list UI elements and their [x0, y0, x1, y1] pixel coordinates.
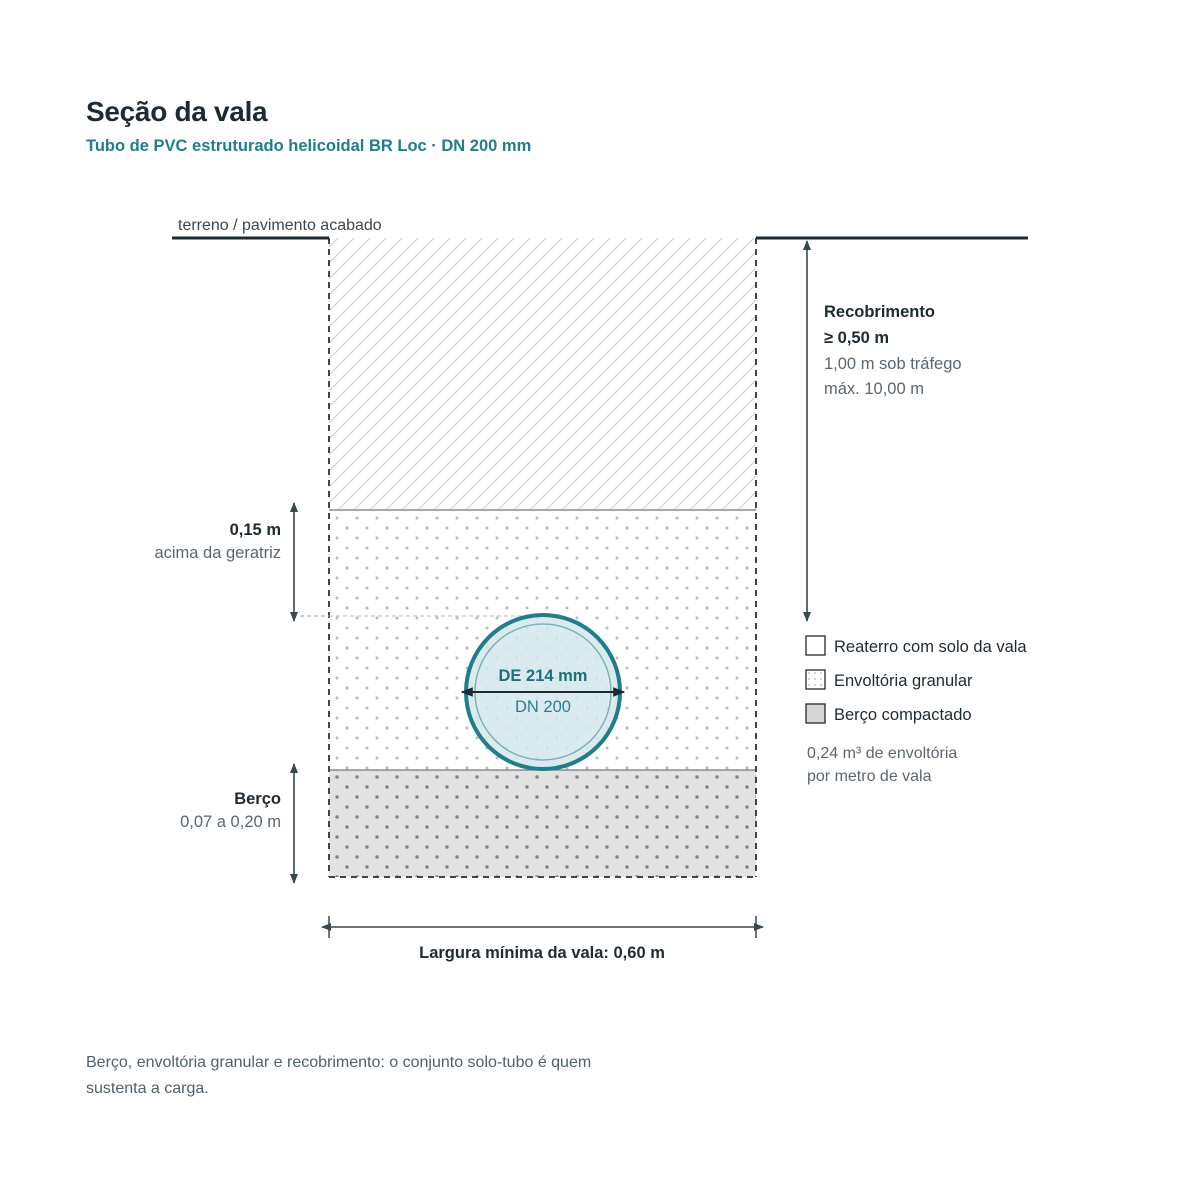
cover-minimum: ≥ 0,50 m	[824, 329, 890, 347]
volume-note-line2: por metro de vala	[807, 768, 932, 785]
bedding-range: 0,07 a 0,20 m	[180, 813, 281, 831]
page-title: Seção da vala	[86, 96, 268, 127]
legend-label-backfill: Reaterro com solo da vala	[834, 638, 1027, 656]
page-subtitle: Tubo de PVC estruturado helicoidal BR Loc · DN 200 mm	[86, 137, 532, 155]
bedding-dots	[329, 770, 756, 877]
legend-swatch-backfill	[806, 636, 825, 655]
legend-label-granular: Envoltória granular	[834, 672, 973, 690]
pipe-nominal-diameter-label: DN 200	[515, 698, 571, 716]
pipe-outer-diameter-label: DE 214 mm	[498, 667, 588, 685]
volume-note-line1: 0,24 m³ de envoltória	[807, 745, 958, 762]
legend-swatch-bedding	[806, 704, 825, 723]
envelope-above-note: acima da geratriz	[154, 544, 281, 562]
width-label: Largura mínima da vala: 0,60 m	[419, 944, 665, 962]
cover-title: Recobrimento	[824, 303, 935, 321]
ground-label: terreno / pavimento acabado	[178, 217, 382, 234]
legend-label-bedding: Berço compactado	[834, 706, 972, 724]
envelope-above-value: 0,15 m	[229, 521, 281, 539]
bedding-title: Berço	[234, 790, 281, 808]
cover-maximum: máx. 10,00 m	[824, 380, 924, 398]
backfill-zone	[329, 238, 756, 510]
cover-traffic: 1,00 m sob tráfego	[824, 355, 962, 373]
legend-swatch-granular	[806, 670, 825, 689]
legend	[806, 636, 1027, 724]
caption: Berço, envoltória granular e recobrimento: o conjunto solo-tubo é quem sustenta a carga.	[86, 1054, 592, 1097]
